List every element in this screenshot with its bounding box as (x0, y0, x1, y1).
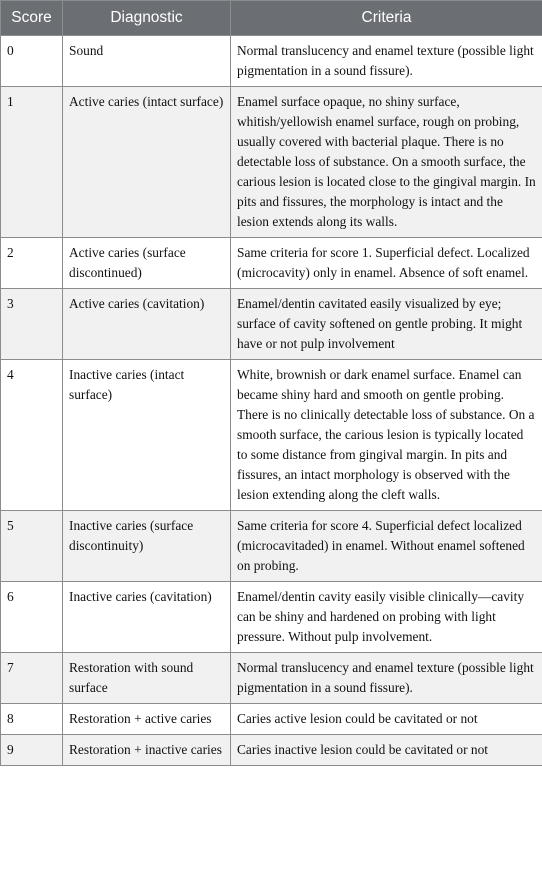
diagnostic-cell: Inactive caries (cavitation) (63, 582, 231, 653)
criteria-cell: Same criteria for score 4. Superficial defect localized (microcavitaded) in enamel. Without enamel softened on probing. (231, 511, 542, 582)
diagnostic-cell: Active caries (surface discontinued) (63, 238, 231, 289)
table-row (1, 36, 542, 87)
diagnostic-cell: Inactive caries (intact surface) (63, 360, 231, 511)
table-row (1, 87, 542, 238)
criteria-cell: Caries active lesion could be cavitated or not (231, 704, 542, 735)
table-row (1, 511, 542, 582)
diagnostic-cell: Restoration with sound surface (63, 653, 231, 704)
score-cell: 8 (1, 704, 63, 735)
criteria-cell: Enamel/dentin cavitated easily visualized by eye; surface of cavity softened on gentle probing. It might have or not pulp involvement (231, 289, 542, 360)
criteria-cell: Same criteria for score 1. Superficial defect. Localized (microcavity) only in enamel. Absence of soft enamel. (231, 238, 542, 289)
table-row (1, 582, 542, 653)
table-row (1, 238, 542, 289)
table-row (1, 289, 542, 360)
diagnostic-cell: Restoration + active caries (63, 704, 231, 735)
score-cell: 0 (1, 36, 63, 87)
diagnostic-cell: Inactive caries (surface discontinuity) (63, 511, 231, 582)
criteria-cell: Enamel/dentin cavity easily visible clinically—cavity can be shiny and hardened on probing with light pressure. Without pulp involvement. (231, 582, 542, 653)
table-row (1, 360, 542, 511)
score-cell: 9 (1, 735, 63, 766)
score-cell: 4 (1, 360, 63, 511)
criteria-cell: Normal translucency and enamel texture (possible light pigmentation in a sound fissure). (231, 36, 542, 87)
diagnostic-cell: Active caries (cavitation) (63, 289, 231, 360)
table-row (1, 735, 542, 766)
criteria-cell: White, brownish or dark enamel surface. Enamel can became shiny hard and smooth on gentle probing. There is no clinically detectable loss of substance. On a smooth surface, the carious lesion is typically located to some distance from gingival margin. In pits and fissures, an intact morphology is observed with the lesion extending along the cleft walls. (231, 360, 542, 511)
score-cell: 6 (1, 582, 63, 653)
diagnostic-cell: Active caries (intact surface) (63, 87, 231, 238)
table-body (1, 36, 542, 766)
table-header (1, 1, 542, 36)
score-cell: 7 (1, 653, 63, 704)
score-cell: 5 (1, 511, 63, 582)
table-row (1, 653, 542, 704)
criteria-cell: Caries inactive lesion could be cavitated or not (231, 735, 542, 766)
diagnostic-cell: Sound (63, 36, 231, 87)
header-row (1, 1, 542, 36)
diagnostic-cell: Restoration + inactive caries (63, 735, 231, 766)
score-cell: 2 (1, 238, 63, 289)
score-cell: 1 (1, 87, 63, 238)
header-criteria: Criteria (231, 1, 542, 36)
score-cell: 3 (1, 289, 63, 360)
header-diagnostic: Diagnostic (63, 1, 231, 36)
header-score: Score (1, 1, 63, 36)
criteria-cell: Enamel surface opaque, no shiny surface, whitish/yellowish enamel surface, rough on probing, usually covered with bacterial plaque. There is no detectable loss of substance. On a smooth surface, the carious lesion is located close to the gingival margin. In pits and fissures, the morphology is intact and the lesion extends along its walls. (231, 87, 542, 238)
table-row (1, 704, 542, 735)
criteria-cell: Normal translucency and enamel texture (possible light pigmentation in a sound fissure). (231, 653, 542, 704)
